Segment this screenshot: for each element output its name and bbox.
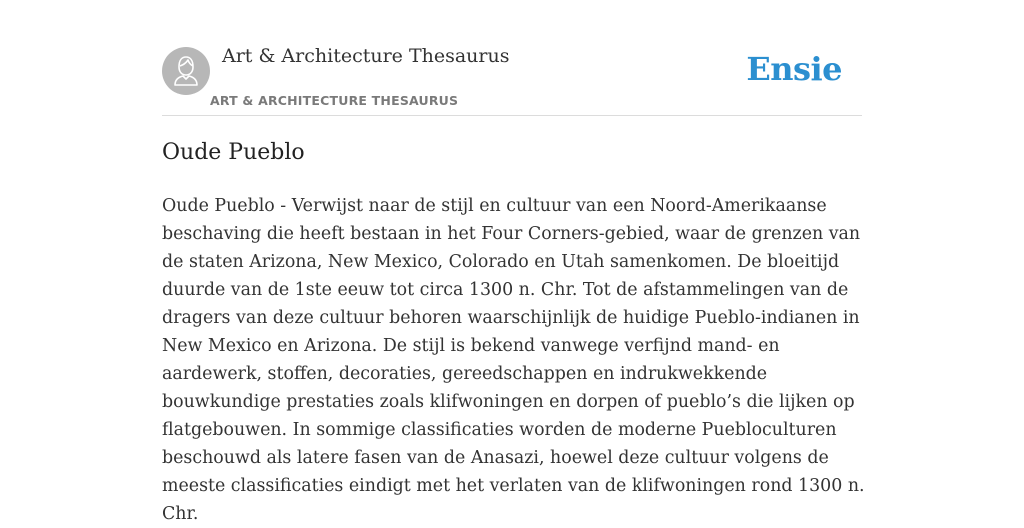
user-icon (162, 47, 210, 95)
page-title: Oude Pueblo (162, 140, 305, 165)
source-label[interactable]: ART & ARCHITECTURE THESAURUS (210, 93, 459, 108)
header (162, 40, 862, 116)
article-body: Oude Pueblo - Verwijst naar de stijl en cultuur van een Noord-Amerikaanse beschaving die heeft bestaan in het Four Corners-gebied, waar de grenzen van de staten Arizona, New Mexico, Colorado en Utah samenkomen. De bloeitijd duurde van de 1ste eeuw tot circa 1300 n. Chr. Tot de afstammelingen van de dragers van deze cultuur behoren waarschijnlijk de huidige Pueblo-indianen in New Mexico en Arizona. De stijl is bekend vanwege verfijnd mand- en aardewerk, stoffen, decoraties, gereedschappen en indrukwekkende bouwkundige prestaties zoals klifwoningen en dorpen of pueblo’s die lijken op flatgebouwen. In sommige classificaties worden de moderne Puebloculturen beschouwd als latere fasen van de Anasazi, hoewel deze cultuur volgens de meeste classificaties eindigt met het verlaten van de klifwoningen rond 1300 n. Chr. (162, 196, 865, 524)
ensie-logo[interactable]: Ensie (746, 50, 842, 88)
author-name[interactable]: Art & Architecture Thesaurus (222, 45, 510, 67)
avatar[interactable] (162, 47, 210, 95)
